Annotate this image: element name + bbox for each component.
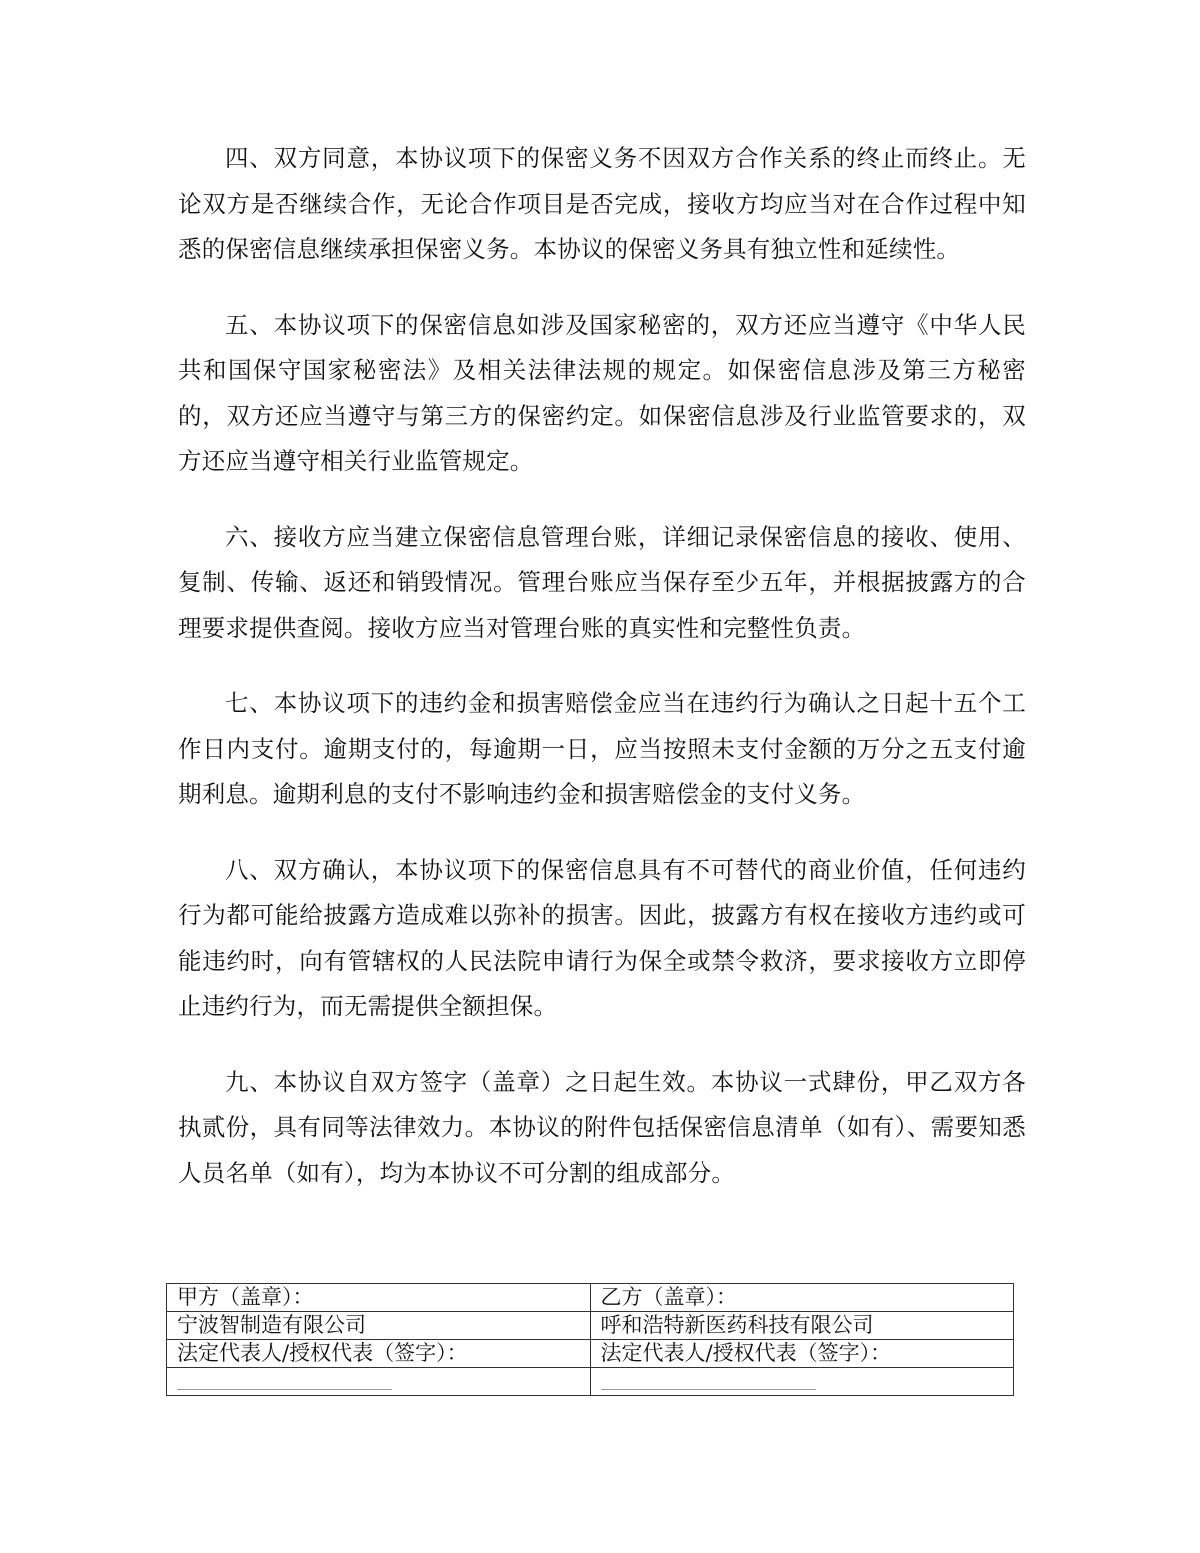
- party-a-signature-line: [177, 1375, 392, 1390]
- party-b-seal-label: 乙方（盖章）：: [590, 1284, 1014, 1312]
- party-b-rep-label: 法定代表人/授权代表（签字）：: [590, 1340, 1014, 1368]
- signature-row-representative: [167, 1340, 1014, 1368]
- party-b-company: 呼和浩特新医药科技有限公司: [590, 1312, 1014, 1340]
- party-b-signature-line: [601, 1375, 816, 1390]
- clause-7: 七、本协议项下的违约金和损害赔偿金应当在违约行为确认之日起十五个工作日内支付。逾期支付的，每逾期一日，应当按照未支付金额的万分之五支付逾期利息。逾期利息的支付不影响违约金和损害赔偿金的支付义务。: [178, 689, 1026, 808]
- party-a-signature-cell: [167, 1368, 591, 1396]
- document-body: [178, 136, 1026, 1226]
- clause-8: 八、双方确认，本协议项下的保密信息具有不可替代的商业价值，任何违约行为都可能给披露方造成难以弥补的损害。因此，披露方有权在接收方违约或可能违约时，向有管辖权的人民法院申请行为保全或禁令救济，要求接收方立即停止违约行为，而无需提供全额担保。: [178, 855, 1026, 1020]
- party-a-company: 宁波智制造有限公司: [167, 1312, 591, 1340]
- party-a-rep-label: 法定代表人/授权代表（签字）：: [167, 1340, 591, 1368]
- signature-row-company: [167, 1312, 1014, 1340]
- party-a-seal-label: 甲方（盖章）：: [167, 1284, 591, 1312]
- signature-table: [166, 1283, 1014, 1396]
- signature-row-sign-line: [167, 1368, 1014, 1396]
- clause-4: 四、双方同意，本协议项下的保密义务不因双方合作关系的终止而终止。无论双方是否继续合作，无论合作项目是否完成，接收方均应当对在合作过程中知悉的保密信息继续承担保密义务。本协议的保密义务具有独立性和延续性。: [178, 144, 1026, 263]
- clause-6: 六、接收方应当建立保密信息管理台账，详细记录保密信息的接收、使用、复制、传输、返还和销毁情况。管理台账应当保存至少五年，并根据披露方的合理要求提供查阅。接收方应当对管理台账的真实性和完整性负责。: [178, 522, 1026, 642]
- clause-5: 五、本协议项下的保密信息如涉及国家秘密的，双方还应当遵守《中华人民共和国保守国家秘密法》及相关法律法规的规定。如保密信息涉及第三方秘密的，双方还应当遵守与第三方的保密约定。如保密信息涉及行业监管要求的，双方还应当遵守相关行业监管规定。: [178, 310, 1026, 475]
- party-b-signature-cell: [590, 1368, 1014, 1396]
- signature-row-seal: [167, 1284, 1014, 1312]
- clause-9: 九、本协议自双方签字（盖章）之日起生效。本协议一式肆份，甲乙双方各执贰份，具有同等法律效力。本协议的附件包括保密信息清单（如有）、需要知悉人员名单（如有），均为本协议不可分割的组成部分。: [178, 1067, 1026, 1187]
